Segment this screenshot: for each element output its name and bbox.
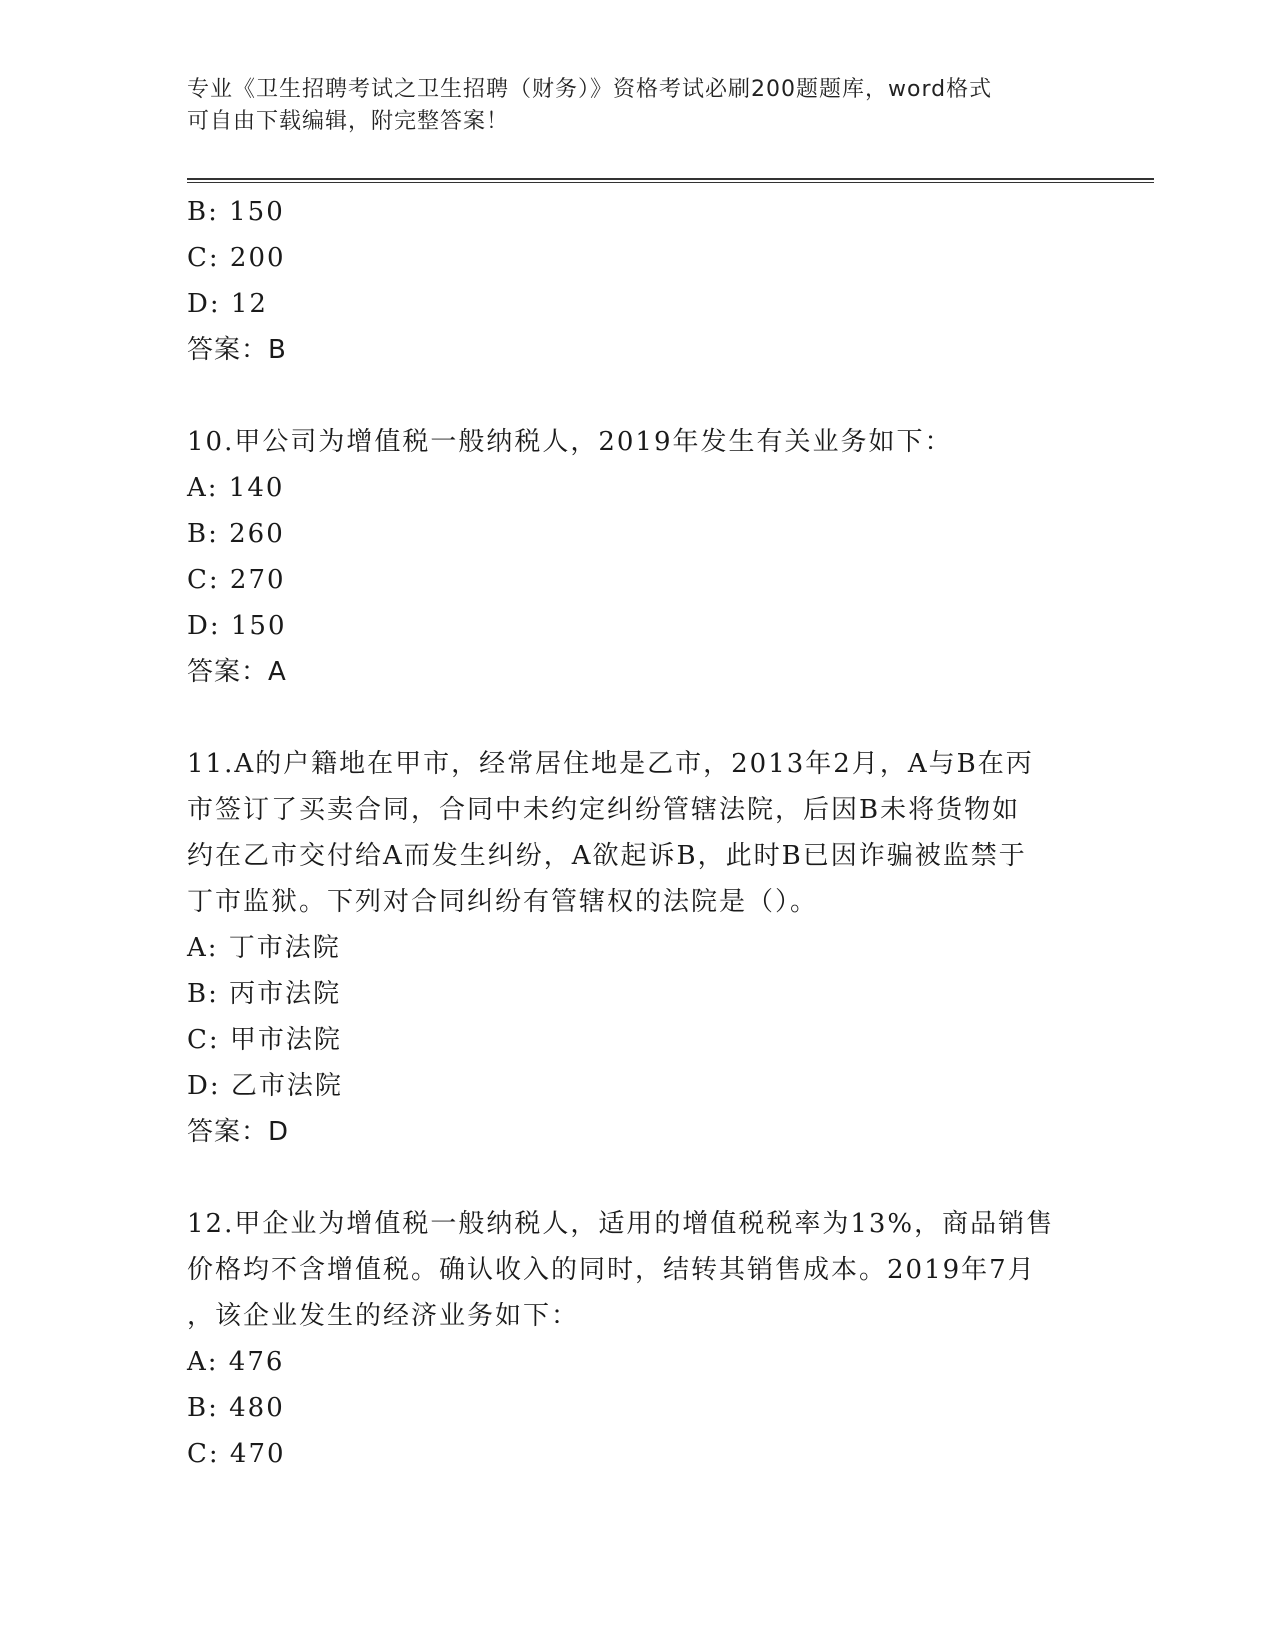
spacer (187, 373, 1087, 419)
document-header (187, 74, 1067, 138)
option-a: A: 140 (187, 473, 285, 503)
question-stem: 价格均不含增值税。确认收入的同时，结转其销售成本。2019年7月 (187, 1255, 1036, 1285)
header-divider-thick (187, 178, 1154, 180)
option-d: D: 乙市法院 (187, 1071, 343, 1101)
question-list (187, 189, 1087, 1477)
option-c: C: 200 (187, 243, 286, 273)
option-a: A: 476 (187, 1347, 285, 1377)
header-title-line-1: 专业《卫生招聘考试之卫生招聘（财务）》资格考试必刷200题题库，word格式 (187, 77, 993, 102)
option-c: C: 270 (187, 565, 286, 595)
question-stem: 市签订了买卖合同，合同中未约定纠纷管辖法院，后因B未将货物如 (187, 795, 1021, 825)
question-12 (187, 1201, 1087, 1477)
option-b: B: 150 (187, 197, 285, 227)
spacer (187, 695, 1087, 741)
question-11 (187, 741, 1087, 1155)
spacer (187, 1155, 1087, 1201)
answer-line: 答案：A (187, 657, 287, 687)
answer-line: 答案：D (187, 1117, 290, 1147)
option-c: C: 甲市法院 (187, 1025, 342, 1055)
option-d: D: 12 (187, 289, 268, 319)
option-d: D: 150 (187, 611, 287, 641)
option-b: B: 480 (187, 1393, 285, 1423)
question-stem: ，该企业发生的经济业务如下： (187, 1301, 580, 1331)
question-stem: 11.A的户籍地在甲市，经常居住地是乙市，2013年2月，A与B在丙 (187, 749, 1034, 779)
option-a: A: 丁市法院 (187, 933, 341, 963)
question-stem: 约在乙市交付给A而发生纠纷，A欲起诉B，此时B已因诈骗被监禁于 (187, 841, 1027, 871)
option-b: B: 丙市法院 (187, 979, 342, 1009)
question-stem: 12.甲企业为增值税一般纳税人，适用的增值税税率为13%，商品销售 (187, 1209, 1055, 1239)
option-b: B: 260 (187, 519, 285, 549)
header-divider-thin (187, 182, 1154, 183)
header-title-line-2: 可自由下载编辑，附完整答案！ (187, 109, 510, 134)
question-stem: 10.甲公司为增值税一般纳税人，2019年发生有关业务如下： (187, 427, 953, 457)
answer-line: 答案：B (187, 335, 287, 365)
option-c: C: 470 (187, 1439, 286, 1469)
previous-question-tail (187, 189, 1087, 373)
question-stem: 丁市监狱。下列对合同纠纷有管辖权的法院是（）。 (187, 887, 819, 917)
question-10 (187, 419, 1087, 695)
